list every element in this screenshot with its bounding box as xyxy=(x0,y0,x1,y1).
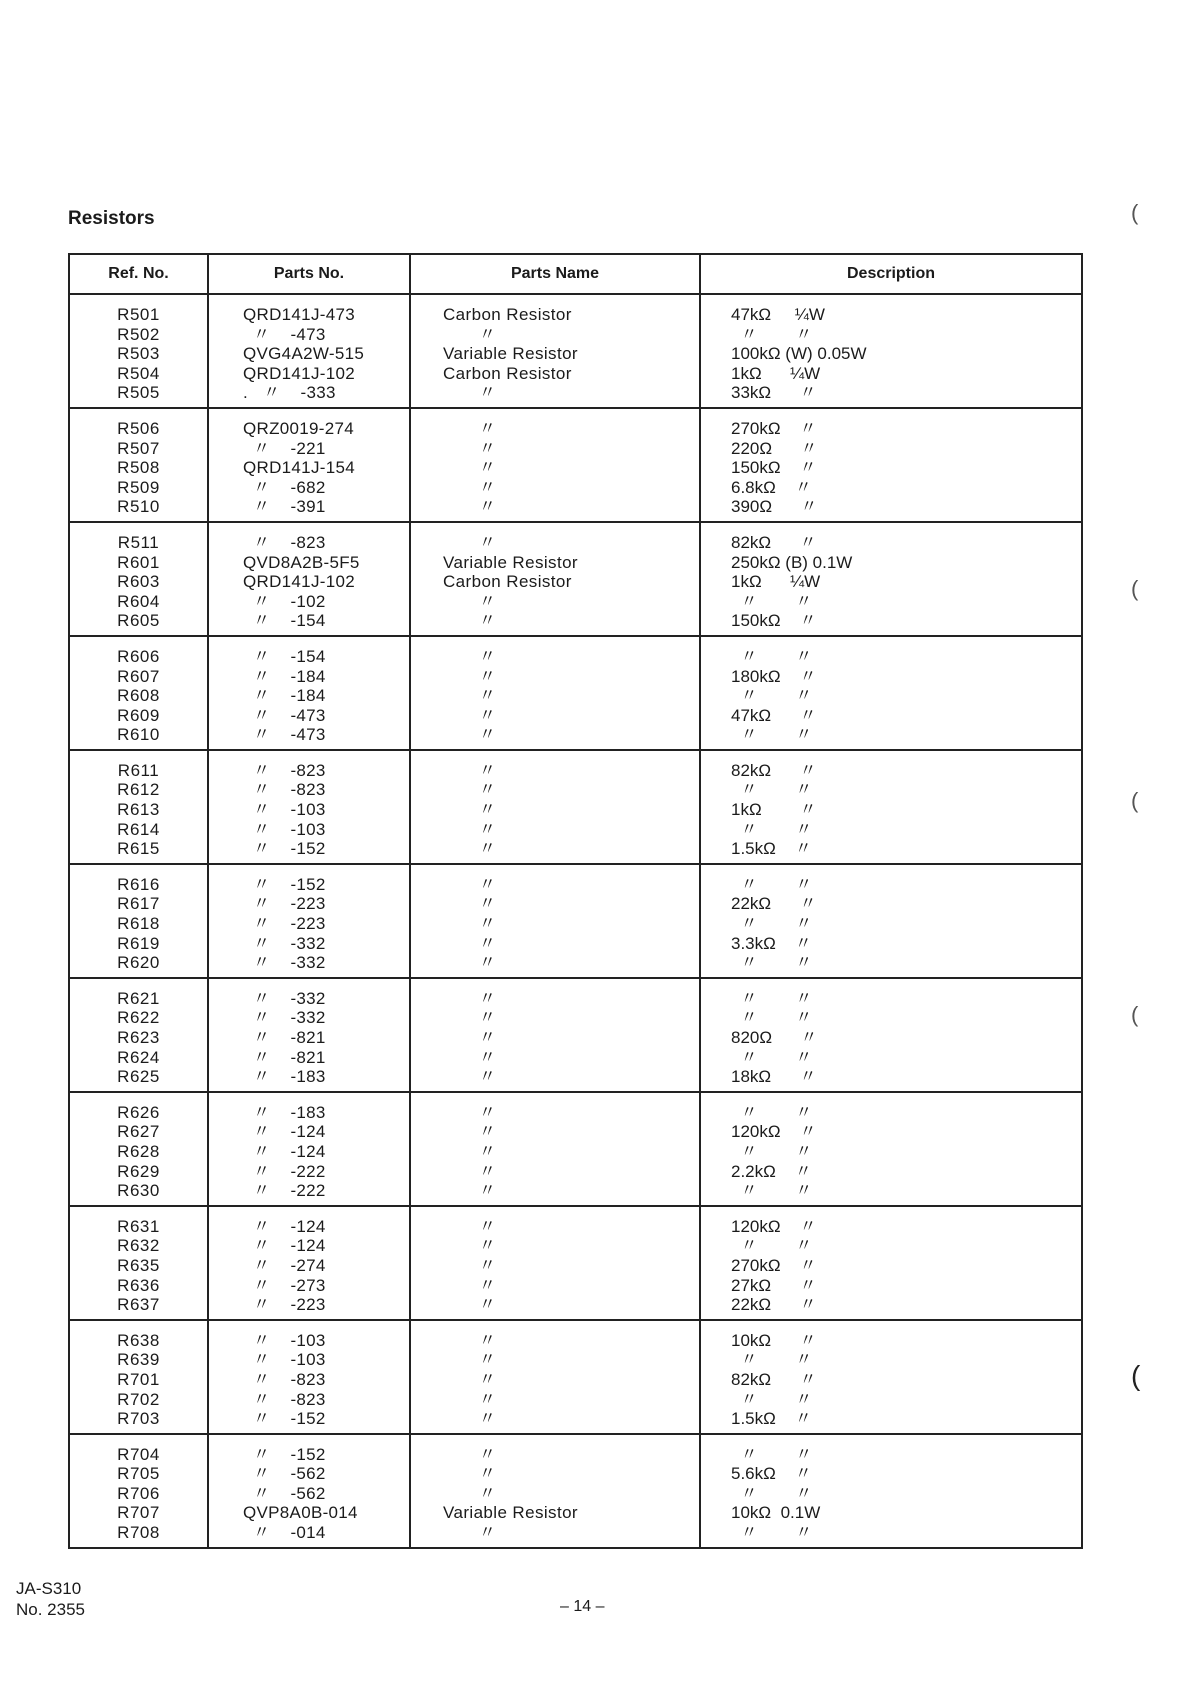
cell-line: 〃 xyxy=(443,1216,497,1236)
cell-line: R621 xyxy=(117,988,160,1008)
ref-no-cell xyxy=(69,1206,208,1320)
cell-line: 〃 -332 xyxy=(243,953,326,973)
ref-no-cell xyxy=(69,408,208,522)
section-title: Resistors xyxy=(68,208,155,229)
cell-line: 〃 -473 xyxy=(243,705,326,725)
cell-line: 27kΩ 〃 xyxy=(731,1275,817,1295)
cell-line: 47kΩ ¼W xyxy=(731,305,825,324)
cell-line: R604 xyxy=(117,591,160,611)
cell-line: 120kΩ 〃 xyxy=(731,1216,817,1236)
parts-name-cell xyxy=(410,1092,700,1206)
cell-line: 〃 xyxy=(443,532,497,552)
cell-line: Variable Resistor xyxy=(443,1503,578,1523)
cell-line: R702 xyxy=(117,1389,160,1409)
cell-line: 1kΩ ¼W xyxy=(731,363,821,383)
table-row-group xyxy=(69,294,1082,408)
cell-line: 〃 xyxy=(443,894,497,914)
cell-line: QRD141J-102 xyxy=(243,363,355,383)
cell-line: 1kΩ 〃 xyxy=(731,800,817,820)
cell-line: R707 xyxy=(117,1503,160,1523)
header-parts-name: Parts Name xyxy=(410,254,700,294)
description-cell xyxy=(700,294,1082,408)
cell-line: 〃 xyxy=(443,1122,497,1142)
cell-line: 〃 〃 xyxy=(731,988,813,1008)
parts-no-cell xyxy=(208,750,410,864)
cell-line: 〃 -014 xyxy=(243,1523,326,1543)
cell-line: 〃 〃 xyxy=(731,914,813,934)
cell-line: 〃 -823 xyxy=(243,1389,326,1409)
cell-line: 〃 -823 xyxy=(243,780,326,800)
ref-no-cell xyxy=(69,978,208,1092)
parts-name-cell xyxy=(410,978,700,1092)
table-row-group xyxy=(69,1092,1082,1206)
cell-line: 〃 〃 xyxy=(731,1444,813,1464)
cell-line: 〃 -682 xyxy=(243,477,326,497)
cell-line: 〃 xyxy=(443,1028,497,1047)
cell-line: R620 xyxy=(117,953,160,973)
cell-line: R704 xyxy=(117,1444,160,1464)
parts-name-cell xyxy=(410,1206,700,1320)
parts-no-cell xyxy=(208,294,410,408)
cell-line: R623 xyxy=(117,1028,160,1047)
cell-line: 〃 -821 xyxy=(243,1047,326,1067)
cell-line: 〃 -222 xyxy=(243,1181,326,1201)
cell-line: 〃 -823 xyxy=(243,760,326,780)
scan-edge-mark: ( xyxy=(1131,200,1139,225)
cell-line: R507 xyxy=(117,438,160,458)
cell-line: 〃 xyxy=(443,477,497,497)
cell-line: 〃 -184 xyxy=(243,686,326,706)
table-row-group xyxy=(69,1320,1082,1434)
cell-line: R510 xyxy=(117,497,160,517)
description-cell xyxy=(700,1206,1082,1320)
cell-line: R629 xyxy=(117,1161,160,1181)
header-ref-no: Ref. No. xyxy=(69,254,208,294)
table-row-group xyxy=(69,864,1082,978)
cell-line: 〃 xyxy=(443,1389,497,1409)
cell-line: 〃 xyxy=(443,418,497,438)
cell-line: 〃 -823 xyxy=(243,1369,326,1389)
cell-line: R637 xyxy=(117,1295,160,1315)
cell-line: 〃 -274 xyxy=(243,1255,326,1275)
parts-no-cell xyxy=(208,522,410,636)
cell-line: 〃 xyxy=(443,438,497,458)
cell-line: 〃 xyxy=(443,591,497,611)
cell-line: 〃 〃 xyxy=(731,1483,813,1503)
cell-line: R705 xyxy=(117,1464,160,1484)
cell-line: 〃 xyxy=(443,666,497,686)
cell-line: 270kΩ 〃 xyxy=(731,418,817,438)
cell-line: R616 xyxy=(117,874,160,894)
cell-line: 〃 -221 xyxy=(243,438,326,458)
description-cell xyxy=(700,978,1082,1092)
cell-line: 〃 -154 xyxy=(243,611,326,631)
footer-model-info xyxy=(16,1578,85,1620)
cell-line: R635 xyxy=(117,1255,160,1275)
cell-line: R619 xyxy=(117,933,160,953)
table-row-group xyxy=(69,408,1082,522)
description-cell xyxy=(700,864,1082,978)
cell-line: 〃 xyxy=(443,1047,497,1067)
cell-line: 〃 xyxy=(443,1523,497,1543)
table-row-group xyxy=(69,750,1082,864)
cell-line: 〃 〃 xyxy=(731,1102,813,1122)
parts-name-cell xyxy=(410,1434,700,1548)
cell-line: QRD141J-102 xyxy=(243,572,355,592)
cell-line: 〃 -152 xyxy=(243,839,326,859)
parts-no-cell xyxy=(208,864,410,978)
cell-line: 〃 -103 xyxy=(243,1330,326,1350)
header-description: Description xyxy=(700,254,1082,294)
cell-line: 〃 -152 xyxy=(243,1409,326,1429)
cell-line: 〃 xyxy=(443,1444,497,1464)
description-cell xyxy=(700,408,1082,522)
cell-line: Carbon Resistor xyxy=(443,305,572,324)
cell-line: 〃 xyxy=(443,914,497,934)
cell-line: 〃 xyxy=(443,953,497,973)
cell-line: 〃 xyxy=(443,819,497,839)
cell-line: 〃 〃 xyxy=(731,686,813,706)
page-number: – 14 – xyxy=(560,1598,605,1615)
cell-line: 〃 -562 xyxy=(243,1464,326,1484)
cell-line: 〃 -473 xyxy=(243,324,326,344)
cell-line: R703 xyxy=(117,1409,160,1429)
cell-line: 〃 xyxy=(443,458,497,478)
cell-line: 〃 -473 xyxy=(243,725,326,745)
cell-line: 〃 xyxy=(443,1008,497,1028)
cell-line: 〃 xyxy=(443,1483,497,1503)
ref-no-cell xyxy=(69,864,208,978)
cell-line: 22kΩ 〃 xyxy=(731,1295,817,1315)
cell-line: 〃 xyxy=(443,988,497,1008)
cell-line: 〃 -562 xyxy=(243,1483,326,1503)
scan-edge-mark: ( xyxy=(1131,1360,1141,1391)
cell-line: R618 xyxy=(117,914,160,934)
cell-line: R611 xyxy=(117,760,160,780)
cell-line: 82kΩ 〃 xyxy=(731,532,817,552)
scan-edge-mark: ( xyxy=(1131,576,1139,601)
parts-name-cell xyxy=(410,1320,700,1434)
table-row-group xyxy=(69,1434,1082,1548)
cell-line: 〃 -332 xyxy=(243,933,326,953)
cell-line: 82kΩ 〃 xyxy=(731,1369,817,1389)
cell-line: 〃 〃 xyxy=(731,1141,813,1161)
cell-line: 〃 xyxy=(443,725,497,745)
cell-line: 〃 -103 xyxy=(243,819,326,839)
cell-line: 〃 -273 xyxy=(243,1275,326,1295)
cell-line: 〃 〃 xyxy=(731,819,813,839)
cell-line: R614 xyxy=(117,819,160,839)
description-cell xyxy=(700,1092,1082,1206)
cell-line: 〃 〃 xyxy=(731,1350,813,1370)
ref-no-cell xyxy=(69,522,208,636)
cell-line: R627 xyxy=(117,1122,160,1142)
document-number: No. 2355 xyxy=(16,1600,85,1619)
cell-line: 150kΩ 〃 xyxy=(731,611,817,631)
cell-line: 〃 xyxy=(443,383,497,403)
scan-edge-mark: ( xyxy=(1131,788,1139,813)
cell-line: 〃 〃 xyxy=(731,1236,813,1256)
cell-line: R605 xyxy=(117,611,160,631)
cell-line: R638 xyxy=(117,1330,160,1350)
cell-line: 〃 xyxy=(443,1409,497,1429)
cell-line: 〃 -223 xyxy=(243,914,326,934)
cell-line: R610 xyxy=(117,725,160,745)
cell-line: 〃 〃 xyxy=(731,874,813,894)
cell-line: R608 xyxy=(117,686,160,706)
cell-line: 〃 -152 xyxy=(243,874,326,894)
cell-line: R631 xyxy=(117,1216,160,1236)
ref-no-cell xyxy=(69,1092,208,1206)
cell-line: QRD141J-154 xyxy=(243,458,355,478)
cell-line: R636 xyxy=(117,1275,160,1295)
cell-line: R603 xyxy=(117,572,160,592)
cell-line: 47kΩ 〃 xyxy=(731,705,817,725)
cell-line: 〃 -332 xyxy=(243,988,326,1008)
resistor-parts-table xyxy=(68,253,1083,1549)
table-row-group xyxy=(69,522,1082,636)
cell-line: 〃 〃 xyxy=(731,780,813,800)
cell-line: R628 xyxy=(117,1141,160,1161)
cell-line: 〃 -124 xyxy=(243,1216,326,1236)
ref-no-cell xyxy=(69,1320,208,1434)
cell-line: 3.3kΩ 〃 xyxy=(731,933,812,953)
table-row-group xyxy=(69,1206,1082,1320)
cell-line: 120kΩ 〃 xyxy=(731,1122,817,1142)
cell-line: . 〃 -333 xyxy=(243,383,336,403)
cell-line: 〃 -124 xyxy=(243,1122,326,1142)
cell-line: 〃 〃 xyxy=(731,324,813,344)
cell-line: 〃 〃 xyxy=(731,1047,813,1067)
parts-name-cell xyxy=(410,864,700,978)
parts-name-cell xyxy=(410,636,700,750)
description-cell xyxy=(700,1434,1082,1548)
cell-line: 〃 -154 xyxy=(243,646,326,666)
model-number: JA-S310 xyxy=(16,1579,82,1598)
cell-line: 〃 xyxy=(443,497,497,517)
cell-line: 2.2kΩ 〃 xyxy=(731,1161,812,1181)
parts-no-cell xyxy=(208,978,410,1092)
cell-line: R511 xyxy=(117,532,160,552)
cell-line: 〃 〃 xyxy=(731,1523,813,1543)
cell-line: 〃 -223 xyxy=(243,1295,326,1315)
cell-line: 〃 xyxy=(443,1464,497,1484)
parts-no-cell xyxy=(208,1092,410,1206)
ref-no-cell xyxy=(69,636,208,750)
cell-line: R701 xyxy=(117,1369,160,1389)
cell-line: 〃 -332 xyxy=(243,1008,326,1028)
cell-line: 〃 xyxy=(443,611,497,631)
cell-line: R630 xyxy=(117,1181,160,1201)
cell-line: 33kΩ 〃 xyxy=(731,383,817,403)
cell-line: 22kΩ 〃 xyxy=(731,894,817,914)
ref-no-cell xyxy=(69,750,208,864)
cell-line: 〃 xyxy=(443,874,497,894)
cell-line: 〃 -223 xyxy=(243,894,326,914)
cell-line: Carbon Resistor xyxy=(443,363,572,383)
cell-line: R609 xyxy=(117,705,160,725)
cell-line: 820Ω 〃 xyxy=(731,1028,818,1047)
cell-line: R613 xyxy=(117,800,160,820)
cell-line: R625 xyxy=(117,1067,160,1087)
cell-line: 〃 xyxy=(443,1255,497,1275)
cell-line: 〃 -124 xyxy=(243,1236,326,1256)
parts-name-cell xyxy=(410,294,700,408)
cell-line: R606 xyxy=(117,646,160,666)
cell-line: R612 xyxy=(117,780,160,800)
table-body xyxy=(69,294,1082,1548)
ref-no-cell xyxy=(69,294,208,408)
cell-line: 〃 xyxy=(443,686,497,706)
cell-line: 〃 〃 xyxy=(731,646,813,666)
parts-no-cell xyxy=(208,636,410,750)
cell-line: 10kΩ 0.1W xyxy=(731,1503,821,1523)
cell-line: R504 xyxy=(117,363,160,383)
cell-line: 〃 -821 xyxy=(243,1028,326,1047)
cell-line: 〃 -183 xyxy=(243,1067,326,1087)
cell-line: 〃 xyxy=(443,1295,497,1315)
cell-line: R501 xyxy=(117,305,160,324)
parts-no-cell xyxy=(208,1320,410,1434)
ref-no-cell xyxy=(69,1434,208,1548)
cell-line: 〃 -152 xyxy=(243,1444,326,1464)
cell-line: R706 xyxy=(117,1483,160,1503)
cell-line: 〃 -102 xyxy=(243,591,326,611)
cell-line: 〃 xyxy=(443,933,497,953)
cell-line: R506 xyxy=(117,418,160,438)
cell-line: 〃 xyxy=(443,800,497,820)
cell-line: 〃 xyxy=(443,1275,497,1295)
cell-line: R607 xyxy=(117,666,160,686)
cell-line: QVP8A0B-014 xyxy=(243,1503,358,1523)
cell-line: 5.6kΩ 〃 xyxy=(731,1464,812,1484)
cell-line: 250kΩ (B) 0.1W xyxy=(731,552,853,572)
cell-line: 220Ω 〃 xyxy=(731,438,818,458)
cell-line: 〃 xyxy=(443,1236,497,1256)
cell-line: QVD8A2B-5F5 xyxy=(243,552,360,572)
cell-line: Variable Resistor xyxy=(443,552,578,572)
cell-line: R509 xyxy=(117,477,160,497)
description-cell xyxy=(700,1320,1082,1434)
cell-line: 〃 xyxy=(443,1330,497,1350)
cell-line: 〃 xyxy=(443,1102,497,1122)
description-cell xyxy=(700,636,1082,750)
cell-line: Variable Resistor xyxy=(443,344,578,364)
description-cell xyxy=(700,522,1082,636)
cell-line: R632 xyxy=(117,1236,160,1256)
cell-line: R626 xyxy=(117,1102,160,1122)
cell-line: 〃 -222 xyxy=(243,1161,326,1181)
cell-line: 〃 xyxy=(443,780,497,800)
cell-line: 〃 xyxy=(443,839,497,859)
parts-no-cell xyxy=(208,1434,410,1548)
cell-line: 270kΩ 〃 xyxy=(731,1255,817,1275)
cell-line: 〃 xyxy=(443,705,497,725)
cell-line: 390Ω 〃 xyxy=(731,497,818,517)
description-cell xyxy=(700,750,1082,864)
cell-line: 〃 xyxy=(443,1161,497,1181)
cell-line: 〃 〃 xyxy=(731,1389,813,1409)
cell-line: 〃 -823 xyxy=(243,532,326,552)
cell-line: 〃 xyxy=(443,760,497,780)
cell-line: R617 xyxy=(117,894,160,914)
header-parts-no: Parts No. xyxy=(208,254,410,294)
cell-line: R505 xyxy=(117,383,160,403)
cell-line: R624 xyxy=(117,1047,160,1067)
cell-line: 〃 xyxy=(443,646,497,666)
parts-name-cell xyxy=(410,408,700,522)
cell-line: 〃 xyxy=(443,1369,497,1389)
cell-line: 〃 -391 xyxy=(243,497,326,517)
cell-line: 〃 〃 xyxy=(731,591,813,611)
cell-line: 180kΩ 〃 xyxy=(731,666,817,686)
cell-line: R615 xyxy=(117,839,160,859)
cell-line: QRZ0019-274 xyxy=(243,418,355,438)
table-row-group xyxy=(69,636,1082,750)
cell-line: 1.5kΩ 〃 xyxy=(731,839,812,859)
table-header-row xyxy=(69,254,1082,294)
cell-line: 〃 〃 xyxy=(731,725,813,745)
cell-line: 〃 -124 xyxy=(243,1141,326,1161)
cell-line: 〃 -184 xyxy=(243,666,326,686)
cell-line: 〃 xyxy=(443,1067,497,1087)
cell-line: R639 xyxy=(117,1350,160,1370)
cell-line: 〃 xyxy=(443,1181,497,1201)
cell-line: R508 xyxy=(117,458,160,478)
cell-line: R502 xyxy=(117,324,160,344)
cell-line: QVG4A2W-515 xyxy=(243,344,365,364)
parts-name-cell xyxy=(410,522,700,636)
cell-line: 〃 -103 xyxy=(243,1350,326,1370)
table-row-group xyxy=(69,978,1082,1092)
cell-line: R601 xyxy=(117,552,160,572)
cell-line: 〃 xyxy=(443,1141,497,1161)
cell-line: 10kΩ 〃 xyxy=(731,1330,817,1350)
parts-name-cell xyxy=(410,750,700,864)
cell-line: 〃 -103 xyxy=(243,800,326,820)
cell-line: 〃 -183 xyxy=(243,1102,326,1122)
cell-line: 〃 〃 xyxy=(731,1181,813,1201)
cell-line: Carbon Resistor xyxy=(443,572,572,592)
parts-no-cell xyxy=(208,1206,410,1320)
cell-line: QRD141J-473 xyxy=(243,305,355,324)
cell-line: 〃 〃 xyxy=(731,1008,813,1028)
cell-line: 150kΩ 〃 xyxy=(731,458,817,478)
cell-line: R503 xyxy=(117,344,160,364)
cell-line: 〃 〃 xyxy=(731,953,813,973)
cell-line: R708 xyxy=(117,1523,160,1543)
cell-line: 〃 xyxy=(443,1350,497,1370)
parts-no-cell xyxy=(208,408,410,522)
cell-line: 82kΩ 〃 xyxy=(731,760,817,780)
scan-edge-mark: ( xyxy=(1131,1002,1139,1027)
cell-line: 18kΩ 〃 xyxy=(731,1067,817,1087)
cell-line: 1kΩ ¼W xyxy=(731,572,821,592)
cell-line: R622 xyxy=(117,1008,160,1028)
cell-line: 100kΩ (W) 0.05W xyxy=(731,344,867,364)
cell-line: 6.8kΩ 〃 xyxy=(731,477,812,497)
cell-line: 〃 xyxy=(443,324,497,344)
cell-line: 1.5kΩ 〃 xyxy=(731,1409,812,1429)
